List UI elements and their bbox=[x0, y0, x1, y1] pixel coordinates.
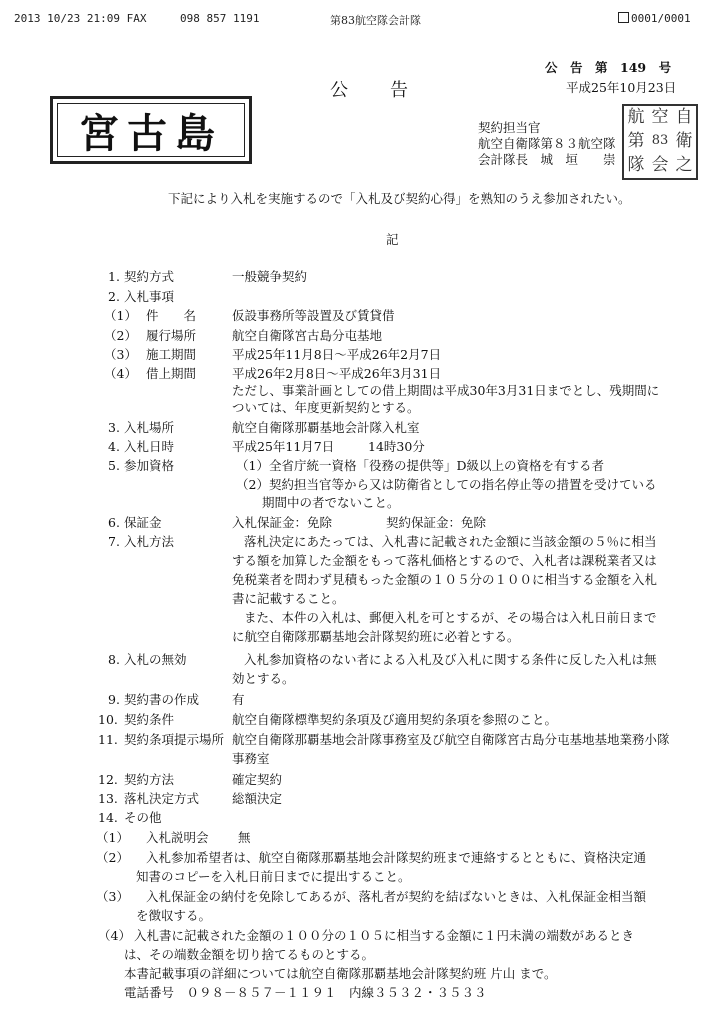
item-number: 12. bbox=[98, 772, 118, 787]
fax-number: 098 857 1191 bbox=[180, 12, 260, 25]
item-number: 14. bbox=[98, 810, 118, 825]
item-label: 契約条件 bbox=[124, 712, 175, 727]
issuer-unit: 航空自衛隊第８３航空隊 bbox=[478, 136, 616, 151]
other-label: 入札説明会 bbox=[146, 830, 209, 845]
item-number: 3. bbox=[108, 420, 120, 435]
item-number: 11. bbox=[98, 732, 118, 747]
item-value: 確定契約 bbox=[232, 772, 283, 787]
invalid-bid-line: 効とする。 bbox=[232, 671, 295, 686]
item-label: 入札方法 bbox=[124, 534, 175, 549]
item-value: 仮設事務所等設置及び賃貸借 bbox=[232, 308, 395, 323]
bid-method-line: また、本件の入札は、郵便入札を可とするが、その場合は入札日前日まで bbox=[244, 610, 657, 625]
other-number: （4） bbox=[98, 928, 131, 943]
item-value: 平成25年11月8日～平成26年2月7日 bbox=[232, 347, 442, 362]
qualification-2-cont: 期間中の者でないこと。 bbox=[262, 495, 400, 510]
qualification-2: （2）契約担当官等から又は防衛省としての指名停止等の措置を受けている bbox=[236, 477, 657, 492]
seal-char: 第 bbox=[627, 131, 645, 151]
item-number: 8. bbox=[108, 652, 120, 667]
item-number: 1. bbox=[108, 269, 120, 284]
item-label: 参加資格 bbox=[124, 458, 175, 473]
item-value: 総額決定 bbox=[232, 791, 283, 806]
item-value: 航空自衛隊標準契約条項及び適用契約条項を参照のこと。 bbox=[232, 712, 558, 727]
item-label: 契約書の作成 bbox=[124, 692, 200, 707]
item-value: 航空自衛隊那覇基地会計隊事務室及び航空自衛隊宮古島分屯基地基地業務小隊 bbox=[232, 732, 670, 747]
other-number: （3） bbox=[96, 889, 129, 904]
other-line: 入札参加希望者は、航空自衛隊那覇基地会計隊契約班まで連絡するとともに、資格決定通 bbox=[146, 850, 647, 865]
item-label: 契約方式 bbox=[124, 269, 175, 284]
item-label: 借上期間 bbox=[146, 366, 197, 381]
item-number: 10. bbox=[98, 712, 118, 727]
other-number: （1） bbox=[96, 830, 129, 845]
item-number: （4） bbox=[104, 366, 137, 381]
item-label: 保証金 bbox=[124, 515, 162, 530]
bid-method-line: 免税業者を問わず見積もった金額の１０５分の１００に相当する金額を入札 bbox=[232, 572, 658, 587]
bid-method-line: 書に記載すること。 bbox=[232, 591, 345, 606]
other-line: を徴収する。 bbox=[136, 908, 212, 923]
fax-datetime: 2013 10/23 21:09 FAX bbox=[14, 12, 147, 25]
seal-char: 之 bbox=[675, 155, 693, 175]
seal-char: 会 bbox=[651, 155, 669, 175]
item-label: 履行場所 bbox=[146, 328, 197, 343]
ki-heading: 記 bbox=[386, 232, 399, 247]
bid-method-line: 落札決定にあたっては、入札書に記載された金額に当該金額の５％に相当 bbox=[244, 534, 657, 549]
other-value: 無 bbox=[238, 830, 251, 845]
page-title: 公 告 bbox=[330, 80, 410, 101]
item-value: 航空自衛隊那覇基地会計隊入札室 bbox=[232, 420, 420, 435]
item-label: 入札の無効 bbox=[124, 652, 187, 667]
seal-char: 83 bbox=[651, 133, 669, 148]
other-line: 入札保証金の納付を免除してあるが、落札者が契約を結ばないときは、入札保証金相当額 bbox=[146, 889, 647, 904]
item-value: 有 bbox=[232, 692, 245, 707]
item-number: 7. bbox=[108, 534, 120, 549]
item-note: ついては、年度更新契約とする。 bbox=[232, 400, 420, 415]
item-label: 契約方法 bbox=[124, 772, 175, 787]
item-number: （1） bbox=[104, 308, 137, 323]
item-value: 平成25年11月7日 bbox=[232, 439, 335, 454]
bid-method-line: する額を加算した金額をもって落札価格とするので、入札者は課税業者又は bbox=[232, 553, 657, 568]
other-line: は、その端数金額を切り捨てるものとする。 bbox=[124, 947, 375, 962]
other-line: 入札書に記載された金額の１００分の１０５に相当する金額に１円未満の端数があるとき bbox=[134, 928, 635, 943]
qualification-1: （1）全省庁統一資格「役務の提供等」D級以上の資格を有する者 bbox=[236, 458, 604, 473]
item-label: 契約条項提示場所 bbox=[124, 732, 225, 747]
item-number: 2. bbox=[108, 289, 120, 304]
item-number: 5. bbox=[108, 458, 120, 473]
item-value: 一般競争契約 bbox=[232, 269, 308, 284]
item-label: その他 bbox=[124, 810, 162, 825]
notice-number: 公 告 第 149 号 bbox=[545, 60, 672, 75]
item-value: 入札保証金：免除 bbox=[232, 515, 333, 530]
item-number: （3） bbox=[104, 347, 137, 362]
location-stamp bbox=[50, 96, 252, 164]
fax-page-icon bbox=[618, 12, 629, 23]
issuer-title: 契約担当官 bbox=[478, 120, 541, 135]
item-number: 13. bbox=[98, 791, 118, 806]
issuer-name: 会計隊長 城 垣 崇 bbox=[478, 152, 616, 167]
item-value: 平成26年2月8日～平成26年3月31日 bbox=[232, 366, 442, 381]
item-number: （2） bbox=[104, 328, 137, 343]
bid-method-line: に航空自衛隊那覇基地会計隊契約班に必着とする。 bbox=[232, 629, 520, 644]
contact-info: 本書記載事項の詳細については航空自衛隊那覇基地会計隊契約班 片山 まで。 bbox=[124, 966, 557, 981]
contact-phone: 電話番号 ０９８－８５７－１１９１ 内線３５３２・３５３３ bbox=[124, 985, 487, 1000]
seal-char: 航 bbox=[627, 107, 645, 127]
intro-text: 下記により入札を実施するので「入札及び契約心得」を熟知のうえ参加されたい。 bbox=[168, 191, 631, 206]
seal-char: 隊 bbox=[627, 155, 645, 175]
item-time: 14時30分 bbox=[368, 439, 425, 454]
seal-char: 自 bbox=[675, 107, 693, 127]
other-line: 知書のコピーを入札日前日までに提出すること。 bbox=[136, 869, 411, 884]
invalid-bid-line: 入札参加資格のない者による入札及び入札に関する条件に反した入札は無 bbox=[244, 652, 657, 667]
item-label: 落札決定方式 bbox=[124, 791, 200, 806]
item-value-2: 事務室 bbox=[232, 751, 270, 766]
other-number: （2） bbox=[96, 850, 129, 865]
fax-page-number: 0001/0001 bbox=[631, 12, 691, 25]
item-value: 航空自衛隊宮古島分屯基地 bbox=[232, 328, 383, 343]
item-number: 4. bbox=[108, 439, 120, 454]
item-number: 6. bbox=[108, 515, 120, 530]
official-seal bbox=[622, 104, 698, 180]
fax-page bbox=[618, 12, 691, 25]
item-value-2: 契約保証金：免除 bbox=[386, 515, 487, 530]
item-label: 施工期間 bbox=[146, 347, 197, 362]
item-label: 入札事項 bbox=[124, 289, 175, 304]
seal-char: 衛 bbox=[675, 131, 693, 151]
notice-date: 平成25年10月23日 bbox=[566, 80, 677, 95]
seal-char: 空 bbox=[651, 107, 669, 127]
item-label: 入札場所 bbox=[124, 420, 175, 435]
item-number: 9. bbox=[108, 692, 120, 707]
location-stamp-text: 宮古島 bbox=[79, 110, 223, 157]
item-note: ただし、事業計画としての借上期間は平成30年3月31日までとし、残期間に bbox=[232, 383, 660, 398]
item-label: 入札日時 bbox=[124, 439, 175, 454]
fax-sender: 第83航空隊会計隊 bbox=[330, 14, 421, 27]
item-label: 件 名 bbox=[146, 308, 197, 323]
